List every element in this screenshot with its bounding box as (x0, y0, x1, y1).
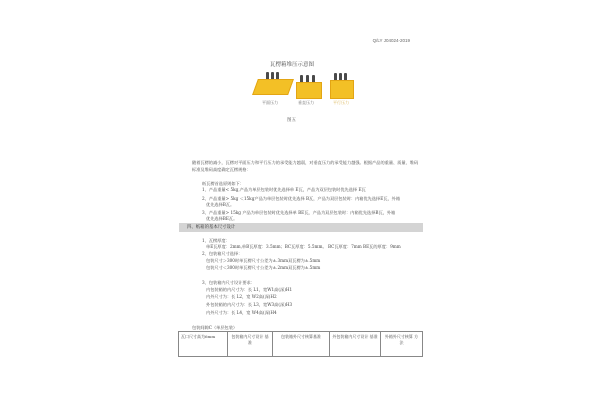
pressure-pin-icon (271, 72, 274, 79)
label-flat-pressure: 平面压力 (262, 100, 278, 105)
table-header-cell: 瓦口尺寸高为6mm (179, 332, 228, 357)
pressure-pin-icon (312, 75, 315, 82)
pressure-pin-icon (339, 73, 342, 80)
packaging-gap-table (178, 331, 423, 357)
label-parallel-pressure: 平行压力 (333, 100, 349, 105)
box-vertical-pressure (296, 82, 322, 99)
pressure-pin-icon (266, 72, 269, 79)
design-heading-size: 2、包装箱尺寸选择： (202, 251, 243, 256)
box-flat-pressure (252, 79, 294, 95)
inner-dimension-item: 内外尺寸为：长 L2，宽 W2高(深)H2 (206, 294, 277, 299)
table-header-cell: 包装箱内尺寸设计 基准 (228, 332, 273, 357)
pressure-pin-icon (344, 73, 347, 80)
thickness-values: 单E瓦厚度：2mm,单B瓦厚度：3.5mm；BC瓦厚度：5.5mm。 BC瓦厚度：7mm BE瓦的厚度：9mm (206, 244, 401, 249)
rule-item: 1、产品重量< 5kg,产品为单层包装时优先选择单 E瓦，产品为双层包装时优先选择 E瓦 (202, 187, 366, 192)
corrugation-rules-heading: 纸瓦楞首选原则如下： (202, 181, 244, 186)
figure-caption: 图五 (287, 118, 296, 123)
table-row (179, 332, 423, 357)
design-heading-thickness: 1、瓦楞厚度： (202, 238, 230, 243)
label-vertical-pressure: 垂直压力 (298, 100, 314, 105)
pressure-pin-icon (306, 75, 309, 82)
table-header-cell: 包装箱外尺寸核算基准 (273, 332, 330, 357)
table-header-cell: 外箱外尺寸核算 方法 (381, 332, 423, 357)
section-heading: 四、纸箱的基本尺寸设计 (179, 223, 423, 232)
size-tolerance-item: 包装尺寸＞300时单瓦楞尺寸公差为±.3mm双瓦楞为±.5mm (206, 258, 321, 263)
inner-dimension-item: 外包装箱的内尺寸为：长 L3，宽W3高(深)H3 (206, 302, 293, 307)
inner-dimension-item: 内外尺寸为：长 L4，宽 W4高(深)H4 (206, 310, 277, 315)
rule-item: 2、产品重量> 5kg ＜15kg产品为单层包装时优先选择 B瓦，产品为双层包装时：内箱优先选择E瓦，外箱 (202, 196, 401, 201)
size-tolerance-item: 包装尺寸＜300时单瓦楞尺寸公差为±.2mm双瓦楞为±.5mm (206, 265, 321, 270)
box-parallel-pressure (330, 80, 354, 99)
design-heading-inner: 3、包装箱内尺寸设计要求： (202, 280, 255, 285)
intro-paragraph: 随着瓦楞的减小，瓦楞对平面压力和平行压力的承受能力越弱，对垂直压力的承受能力越强。根据产品的重量、质量、堆码标准及堆码高度确定瓦楞规格： (192, 160, 419, 172)
rule-item: 优先选择BE瓦。 (206, 216, 238, 221)
inner-dimension-item: 内包装箱的内尺寸为：长 L1，宽W1高(深)H1 (206, 287, 293, 292)
rule-item: 优先选择B瓦。 (206, 202, 235, 207)
pressure-pin-icon (300, 75, 303, 82)
rule-item: 3、产品重量> 15kg 产品为单层包装时优先选择单 BE瓦，产品为双层包装时：内箱优先选择B瓦，外箱 (202, 210, 396, 215)
table-header-cell: 外包装箱内尺寸设计 基准 (330, 332, 381, 357)
pressure-pin-icon (334, 73, 337, 80)
figure-title: 瓦楞箱堆压示意图 (270, 62, 315, 68)
document-number: Q/LY J04024-2019 (372, 38, 410, 43)
pressure-pin-icon (276, 72, 279, 79)
table-title: 包装间隙C（单层包装） (192, 325, 238, 330)
